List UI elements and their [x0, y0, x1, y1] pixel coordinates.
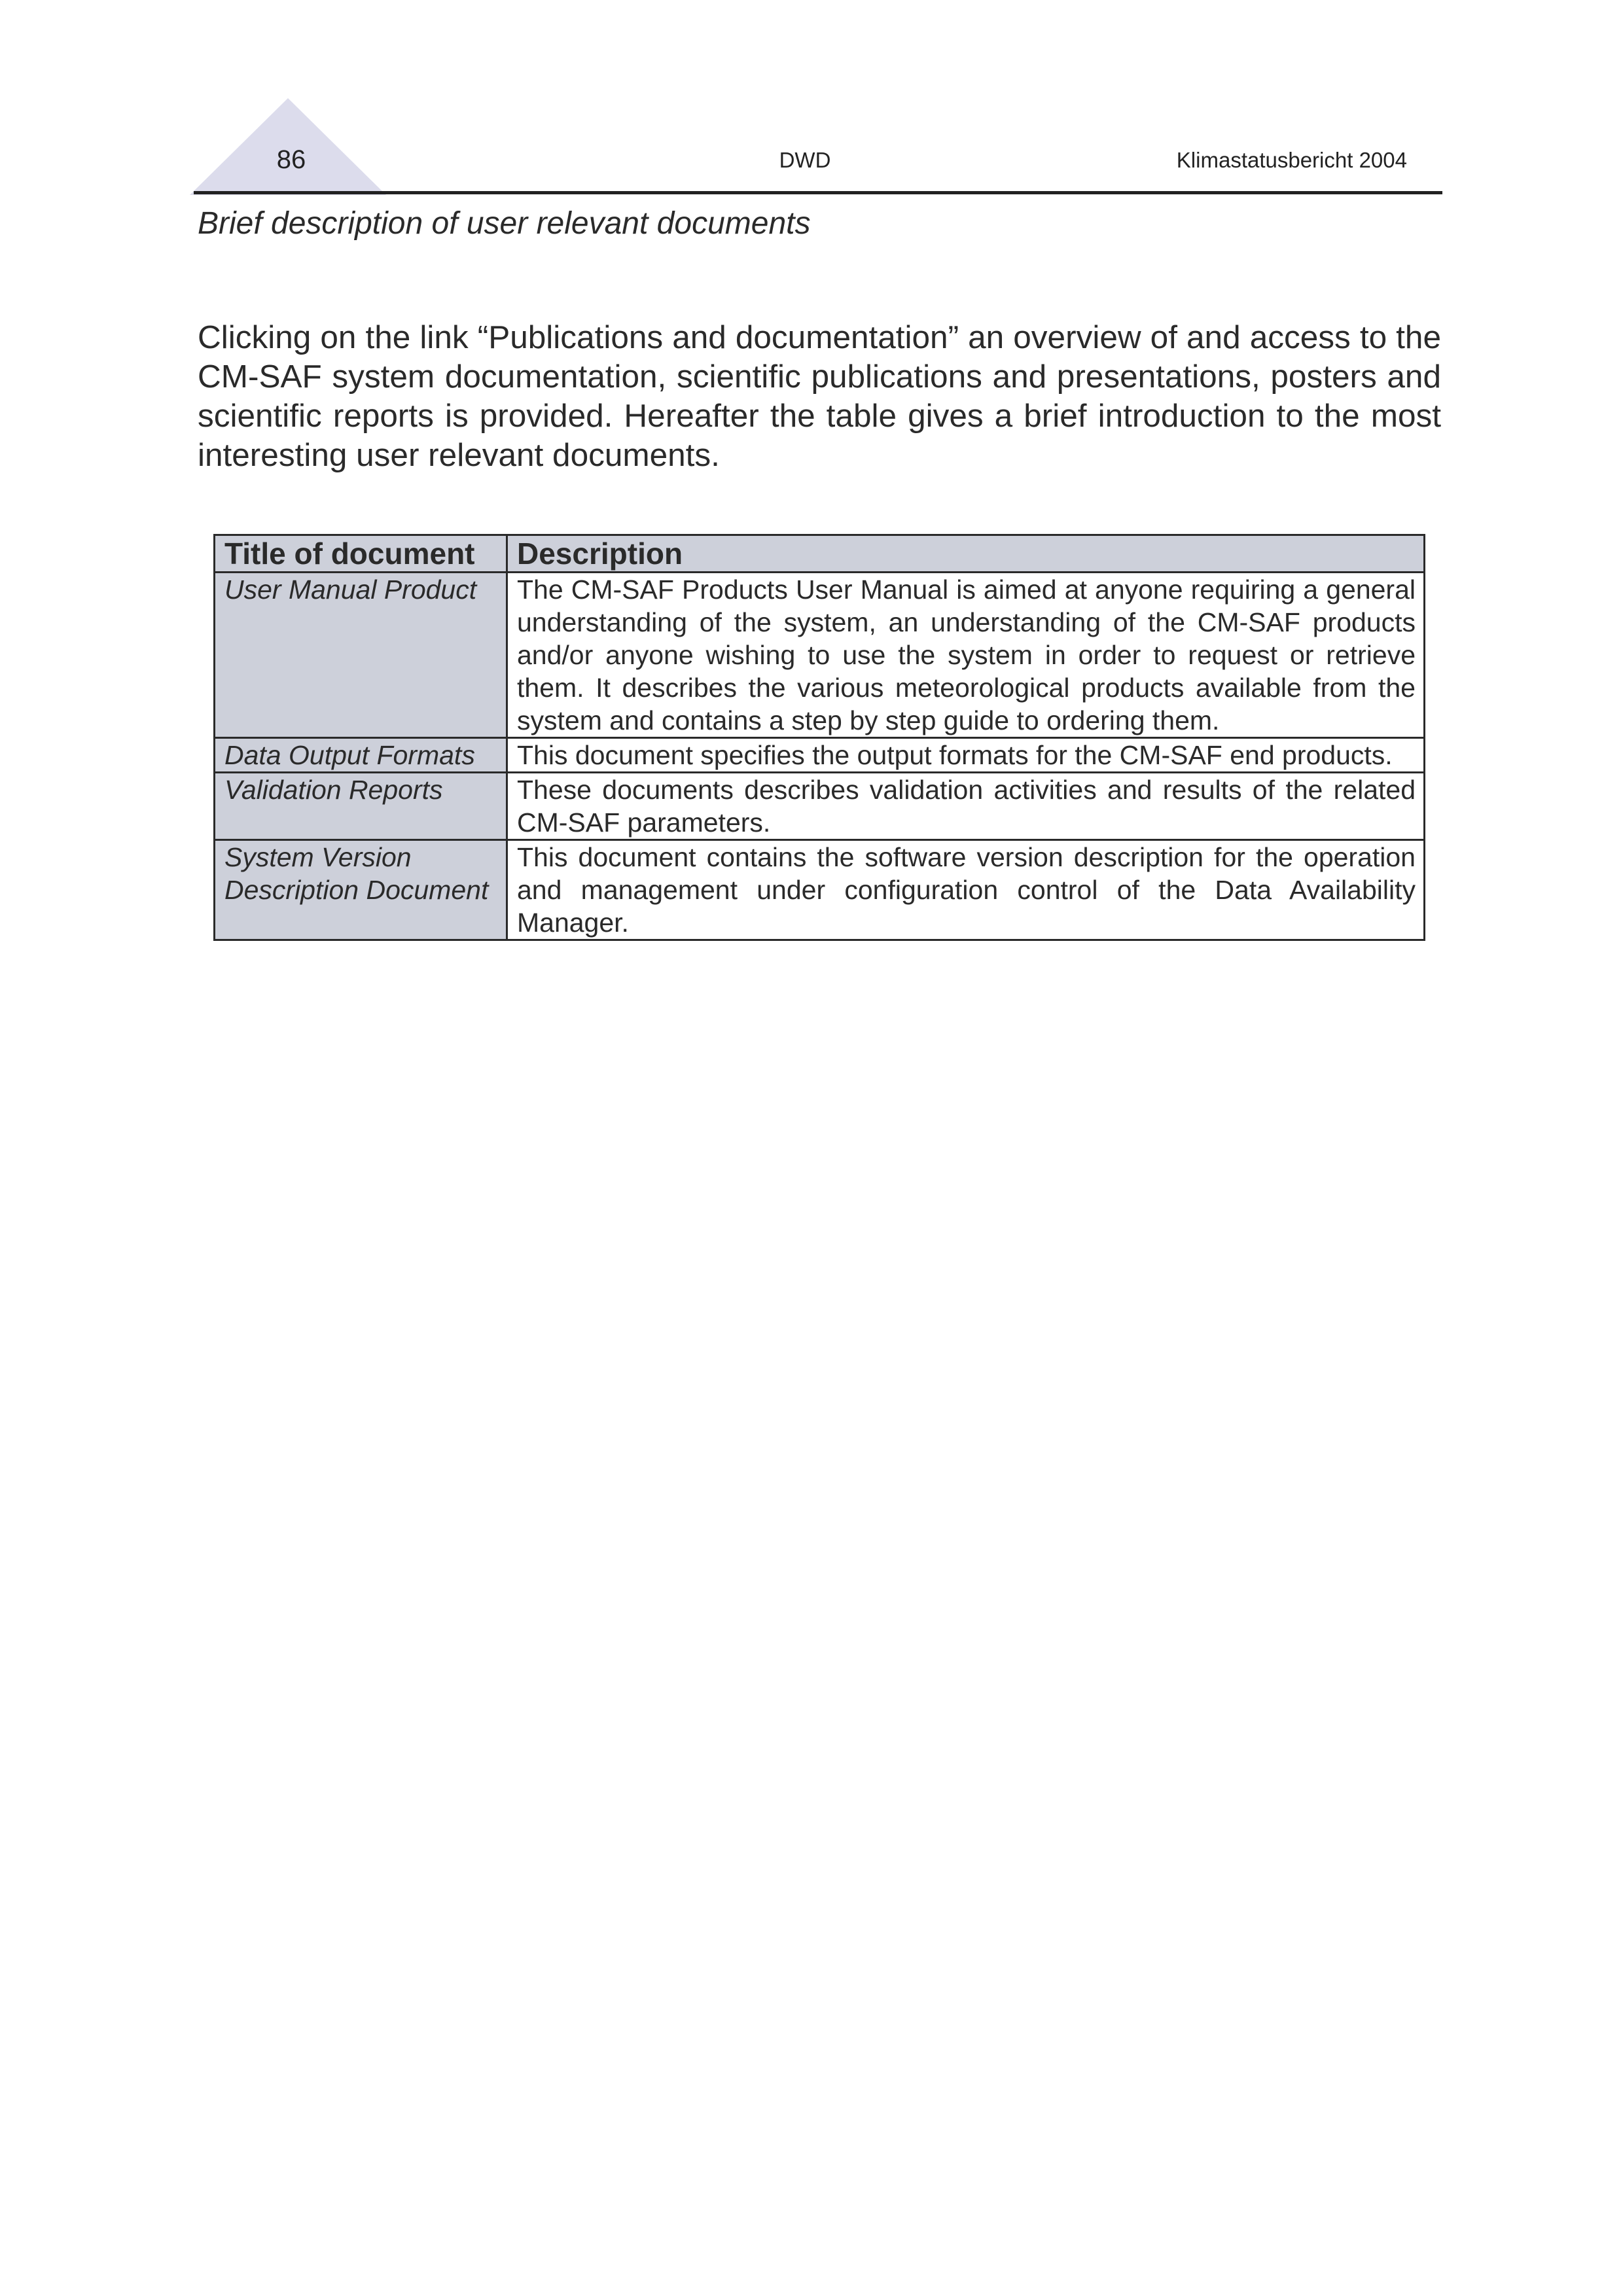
table-row: [215, 573, 1425, 738]
table-row: [215, 840, 1425, 940]
table-header-row: [215, 535, 1425, 573]
documents-table: [213, 534, 1425, 941]
intro-paragraph: Clicking on the link “Publications and documentation” an overview of and access to the CM-SAF system documentation, scientific publications and presentations, posters and scientific reports is provided. Hereafter the table gives a brief introduction to the most interesting user relevant documents.: [198, 319, 1441, 473]
column-header-title: Title of document: [215, 535, 507, 573]
document-description-cell: This document contains the software version description for the operation and management under configuration control of the Data Availability Manager.: [507, 840, 1425, 940]
document-title-cell: Data Output Formats: [215, 738, 507, 773]
document-description-cell: The CM-SAF Products User Manual is aimed at anyone requiring a general understanding of the system, an understanding of the CM-SAF products and/or anyone wishing to use the system in order to request or retrieve them. It describes the various meteorological products available from the system and contains a step by step guide to ordering them.: [507, 573, 1425, 738]
document-title-cell: User Manual Product: [215, 573, 507, 738]
document-title-cell: Validation Reports: [215, 773, 507, 840]
table-row: [215, 738, 1425, 773]
document-description-cell: These documents describes validation activities and results of the related CM-SAF parameters.: [507, 773, 1425, 840]
page-number: 86: [276, 145, 306, 174]
header-publisher: DWD: [779, 148, 831, 172]
header-publication-title: Klimastatusbericht 2004: [1176, 148, 1407, 172]
document-description-cell: This document specifies the output formats for the CM-SAF end products.: [507, 738, 1425, 773]
document-title-cell: System Version Description Document: [215, 840, 507, 940]
column-header-description: Description: [507, 535, 1425, 573]
table-row: [215, 773, 1425, 840]
header-rule: [194, 191, 1442, 194]
section-heading: Brief description of user relevant documents: [198, 206, 811, 241]
